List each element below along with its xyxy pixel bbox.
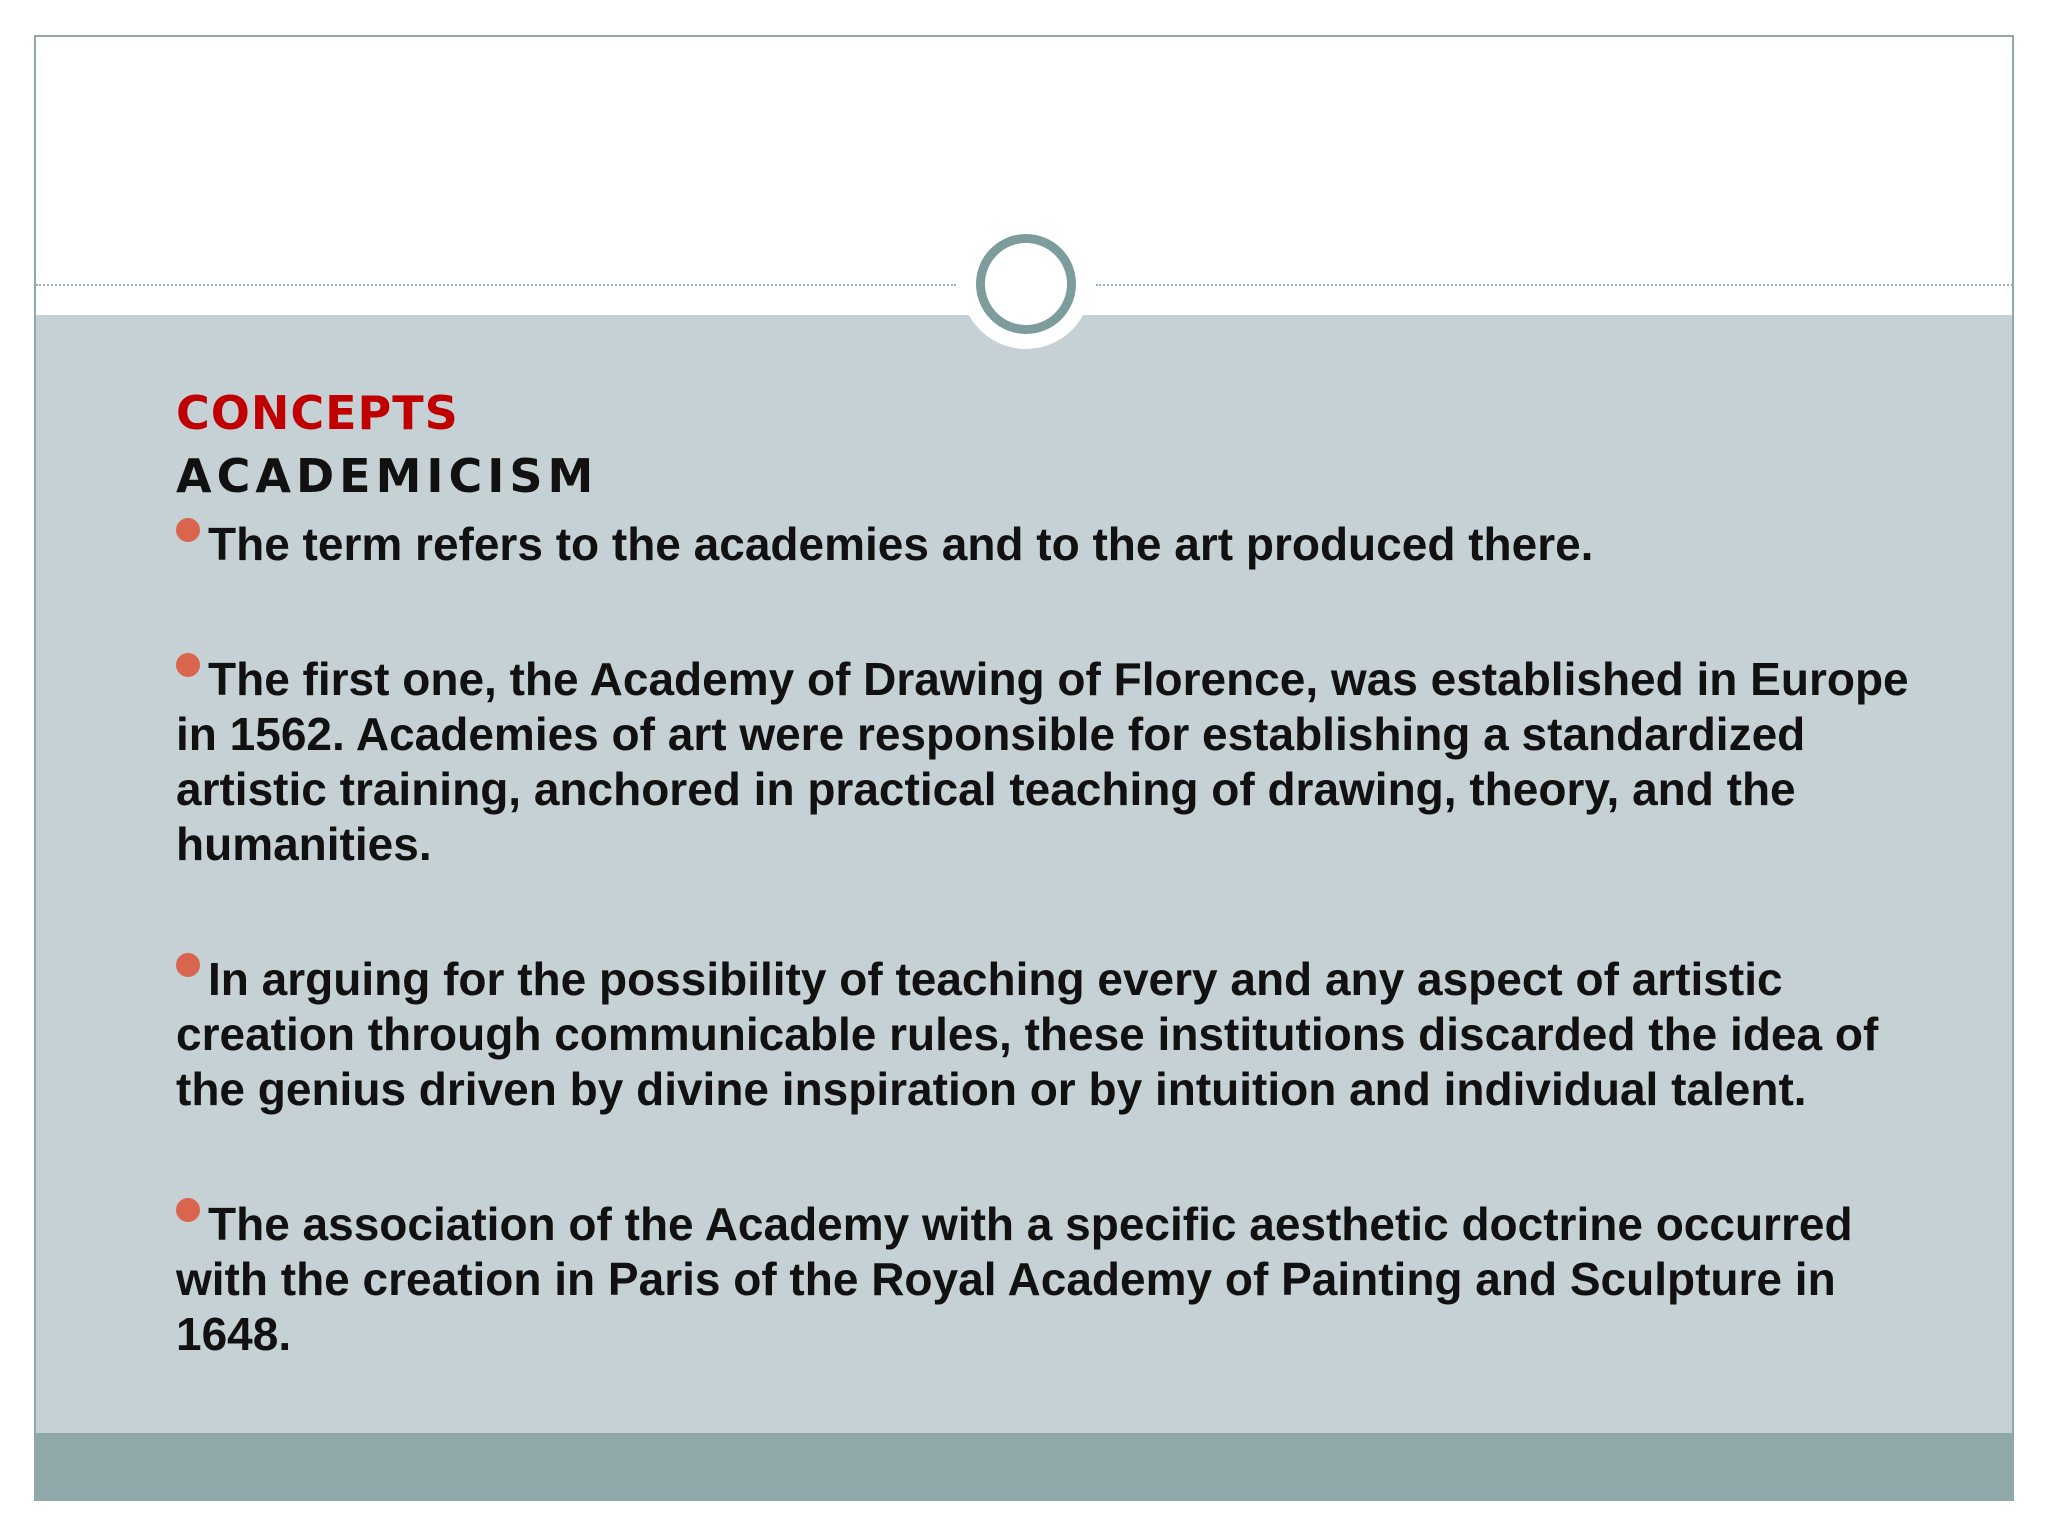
slide-body — [176, 383, 1956, 1442]
slide — [34, 35, 2014, 1501]
footer-band — [36, 1433, 2012, 1501]
bullet-dot-icon — [176, 518, 200, 542]
bullet-dot-icon — [176, 653, 200, 677]
bullet-text: The first one, the Academy of Drawing of Florence, was established in Europe in 1562. Academies of art were responsible for establishing a standardized artistic training, anchored in practical teaching of drawing, theory, and the humanities. — [176, 653, 1909, 870]
bullet-item — [176, 517, 1956, 572]
bullet-item — [176, 1197, 1956, 1362]
header-divider-right — [1096, 284, 2014, 286]
ring-icon — [976, 234, 1076, 334]
bullet-list — [176, 517, 1956, 1362]
section-kicker: CONCEPTS — [176, 386, 459, 440]
bullet-text: The association of the Academy with a specific aesthetic doctrine occurred with the creation in Paris of the Royal Academy of Painting and Sculpture in 1648. — [176, 1198, 1853, 1360]
bullet-text: In arguing for the possibility of teaching every and any aspect of artistic creation through communicable rules, these institutions discarded the idea of the genius driven by divine inspiration or by intuition and individual talent. — [176, 953, 1879, 1115]
header-divider-left — [36, 284, 956, 286]
bullet-text: The term refers to the academies and to the art produced there. — [208, 518, 1594, 570]
bullet-item — [176, 652, 1956, 872]
bullet-dot-icon — [176, 1198, 200, 1222]
bullet-item — [176, 952, 1956, 1117]
slide-title: ACADEMICISM — [176, 449, 599, 503]
bullet-dot-icon — [176, 953, 200, 977]
